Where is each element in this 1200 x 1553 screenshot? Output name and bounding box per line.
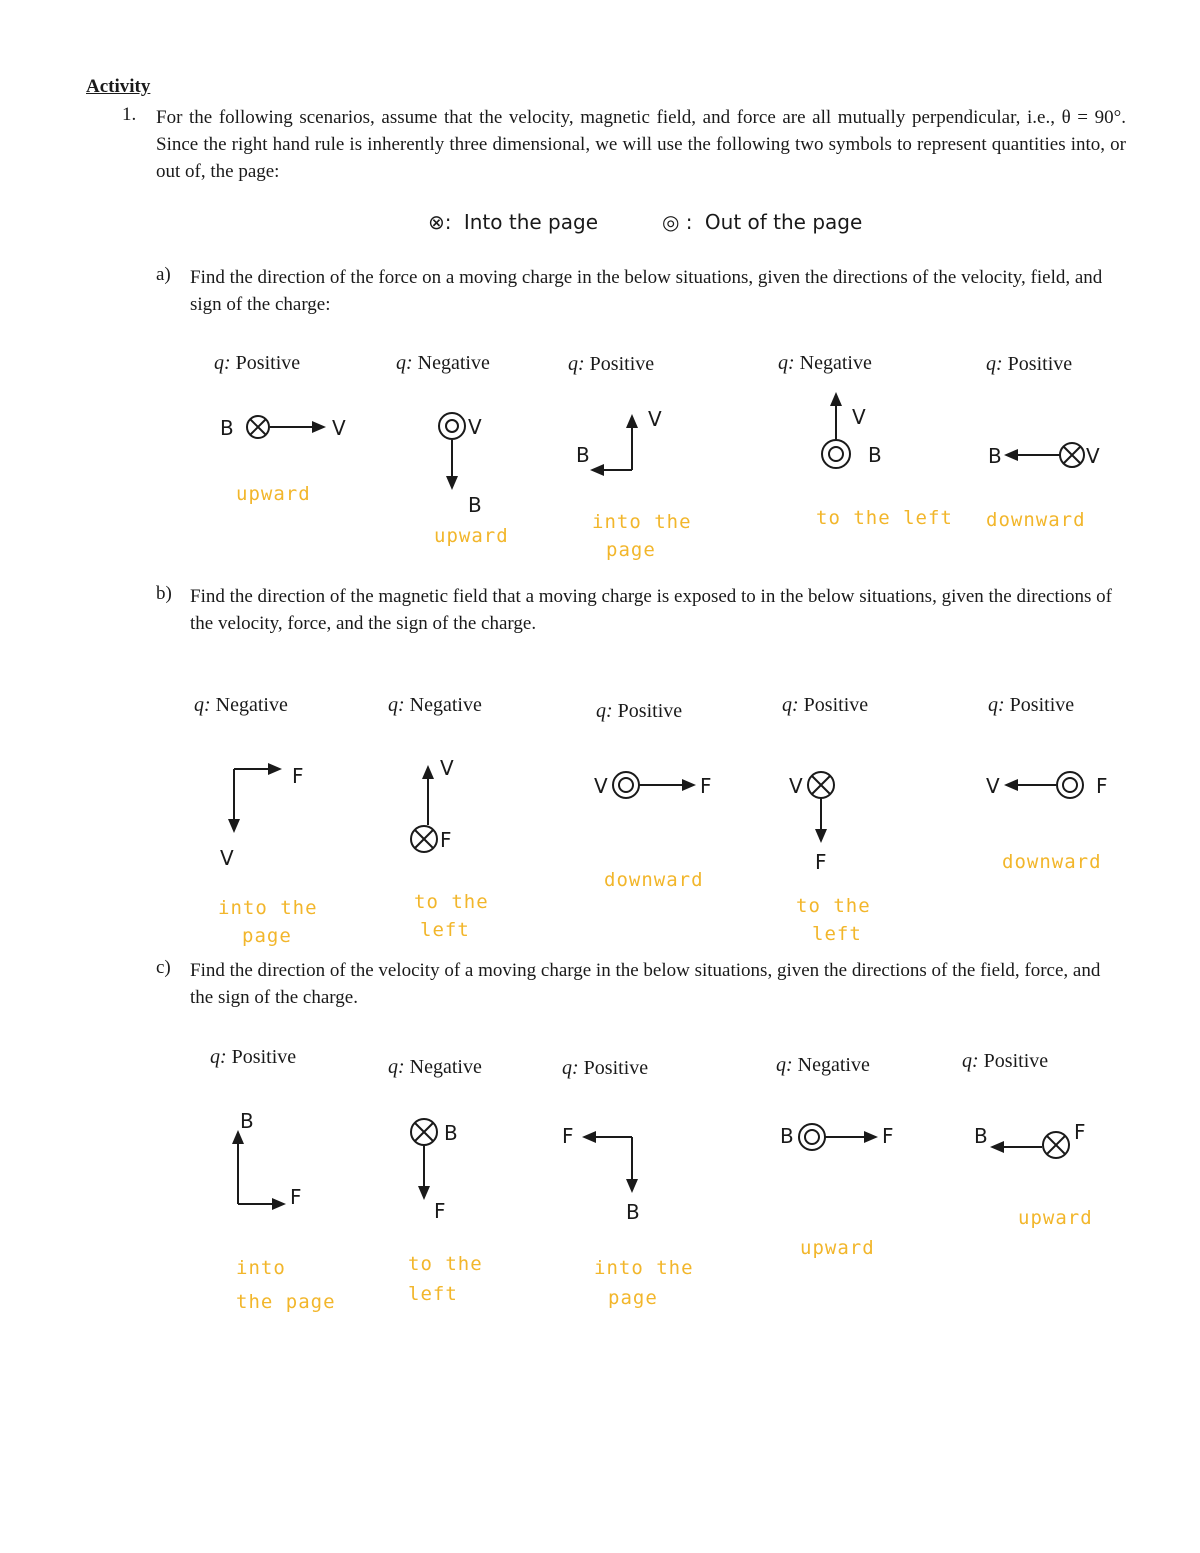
out-of-page-icon: [439, 413, 465, 439]
part-b-charge-2: q: Negative: [388, 694, 482, 716]
v-label: V: [852, 405, 866, 429]
part-c-answer-1: into the page: [236, 1257, 336, 1313]
part-c-charge-3: q: Positive: [562, 1057, 649, 1079]
arrow-head-icon: [815, 829, 827, 843]
v-label: V: [332, 416, 346, 440]
part-a-answer-5: downward: [986, 509, 1086, 531]
part-a-answer-1: upward: [236, 483, 311, 505]
out-of-page-icon: [613, 772, 639, 798]
part-b-diagram-1: [210, 755, 330, 875]
out-of-page-icon: ◎ :: [662, 210, 693, 234]
part-b-answer-4: to the left: [796, 895, 871, 945]
b-label: B: [868, 443, 882, 467]
b-label: B: [780, 1124, 794, 1148]
part-b-diagram-2: [400, 755, 500, 865]
v-label: V: [220, 846, 234, 870]
part-a-diagram-3: [570, 400, 690, 480]
part-b-label: b): [156, 583, 172, 604]
part-a-charge-2: q: Negative: [396, 352, 490, 374]
f-label: F: [1096, 774, 1108, 798]
question-intro: For the following scenarios, assume that the velocity, magnetic field, and force are all mutually perpendicular, i.e., θ = 90°. Since the right hand rule is inherently three dimensional, we will use the following two symbols to represent quantities into, or out of, the page:: [156, 107, 1126, 182]
out-of-page-icon: [799, 1124, 825, 1150]
f-label: F: [434, 1199, 446, 1223]
part-a-charge-4: q: Negative: [778, 352, 872, 374]
arrow-head-icon: [1004, 449, 1018, 461]
part-c-diagram-2: [400, 1112, 490, 1227]
b-label: B: [468, 493, 482, 517]
v-label: V: [594, 774, 608, 798]
v-label: V: [986, 774, 1000, 798]
arrow-head-icon: [626, 1179, 638, 1193]
f-label: F: [882, 1124, 894, 1148]
f-label: F: [700, 774, 712, 798]
part-b-diagram-3: [590, 765, 730, 805]
legend-out-text: Out of the page: [704, 210, 863, 234]
part-b-diagram-4: [785, 765, 865, 880]
arrow-head-icon: [864, 1131, 878, 1143]
legend-into: [428, 210, 598, 234]
arrow-head-icon: [422, 765, 434, 779]
part-b-diagram-5: [980, 765, 1120, 805]
arrow-head-icon: [228, 819, 240, 833]
part-a-diagram-1: [200, 400, 380, 460]
part-b-answer-1: into the page: [218, 897, 318, 947]
part-c-charge-1: q: Positive: [210, 1046, 297, 1068]
part-a-label: a): [156, 264, 171, 285]
part-b-charge-5: q: Positive: [988, 694, 1075, 716]
part-a-charge-5: q: Positive: [986, 353, 1073, 375]
legend-out: [662, 210, 862, 234]
part-a-answer-3: into the page: [592, 511, 692, 561]
part-a-charge-3: q: Positive: [568, 353, 655, 375]
part-b-answer-3: downward: [604, 869, 704, 891]
part-b-charge-1: q: Negative: [194, 694, 288, 716]
part-c-diagram-4: [778, 1115, 908, 1155]
into-page-icon: [808, 772, 834, 798]
arrow-head-icon: [626, 414, 638, 428]
part-c-label: c): [156, 957, 171, 978]
part-b-answer-2: to the left: [414, 891, 489, 941]
activity-title: Activity: [86, 76, 151, 97]
b-label: B: [576, 443, 590, 467]
part-c-answer-3: into the page: [594, 1257, 694, 1309]
arrow-head-icon: [590, 464, 604, 476]
b-label: B: [626, 1200, 640, 1224]
part-a-diagram-2: [410, 400, 530, 520]
out-of-page-icon: [1057, 772, 1083, 798]
f-label: F: [292, 764, 304, 788]
arrow-head-icon: [418, 1186, 430, 1200]
b-label: B: [988, 444, 1002, 468]
part-b-charge-4: q: Positive: [782, 694, 869, 716]
arrow-head-icon: [682, 779, 696, 791]
part-c-charge-4: q: Negative: [776, 1054, 870, 1076]
v-label: V: [440, 756, 454, 780]
v-label: V: [648, 407, 662, 431]
part-a-diagram-5: [980, 435, 1120, 485]
b-label: B: [220, 416, 234, 440]
part-a-answer-4: to the left: [816, 507, 953, 529]
arrow-head-icon: [272, 1198, 286, 1210]
into-page-icon: [247, 416, 269, 438]
arrow-head-icon: [990, 1141, 1004, 1153]
question-number: 1.: [122, 104, 137, 125]
part-b-charge-3: q: Positive: [596, 700, 683, 722]
f-label: F: [1074, 1120, 1086, 1144]
part-c-charge-2: q: Negative: [388, 1056, 482, 1078]
b-label: B: [240, 1109, 254, 1133]
part-c-charge-5: q: Positive: [962, 1050, 1049, 1072]
arrow-head-icon: [312, 421, 326, 433]
into-page-icon: [1043, 1132, 1069, 1158]
legend-into-text: Into the page: [463, 210, 598, 234]
part-b-answer-5: downward: [1002, 851, 1102, 873]
part-a-diagram-4: [800, 390, 910, 480]
part-c-diagram-3: [560, 1115, 660, 1230]
part-a-charge-1: q: Positive: [214, 352, 301, 374]
part-c-answer-5: upward: [1018, 1207, 1093, 1229]
part-b-instruction: Find the direction of the magnetic field that a moving charge is exposed to in the below situations, given the directions of the velocity, force, and the sign of the charge.: [190, 586, 1112, 634]
arrow-head-icon: [1004, 779, 1018, 791]
part-c-instruction: Find the direction of the velocity of a moving charge in the below situations, given the directions of the field, force, and the sign of the charge.: [190, 960, 1101, 1008]
part-c-diagram-1: [220, 1100, 330, 1220]
f-label: F: [290, 1185, 302, 1209]
arrow-head-icon: [582, 1131, 596, 1143]
f-label: F: [562, 1124, 574, 1148]
part-a-answer-2: upward: [434, 525, 509, 547]
into-page-icon: ⊗:: [428, 210, 452, 234]
v-label: V: [468, 415, 482, 439]
part-c-diagram-5: [968, 1115, 1108, 1160]
b-label: B: [444, 1121, 458, 1145]
into-page-icon: [411, 826, 437, 852]
v-label: V: [1086, 444, 1100, 468]
arrow-head-icon: [830, 392, 842, 406]
part-c-answer-4: upward: [800, 1237, 875, 1259]
f-label: F: [815, 850, 827, 874]
into-page-icon: [1060, 443, 1084, 467]
arrow-head-icon: [446, 476, 458, 490]
part-c-answer-2: to the left: [408, 1253, 483, 1305]
f-label: F: [440, 828, 452, 852]
into-page-icon: [411, 1119, 437, 1145]
out-of-page-icon: [822, 440, 850, 468]
b-label: B: [974, 1124, 988, 1148]
part-a-instruction: Find the direction of the force on a moving charge in the below situations, given the directions of the velocity, field, and sign of the charge:: [190, 267, 1103, 315]
arrow-head-icon: [268, 763, 282, 775]
v-label: V: [789, 774, 803, 798]
